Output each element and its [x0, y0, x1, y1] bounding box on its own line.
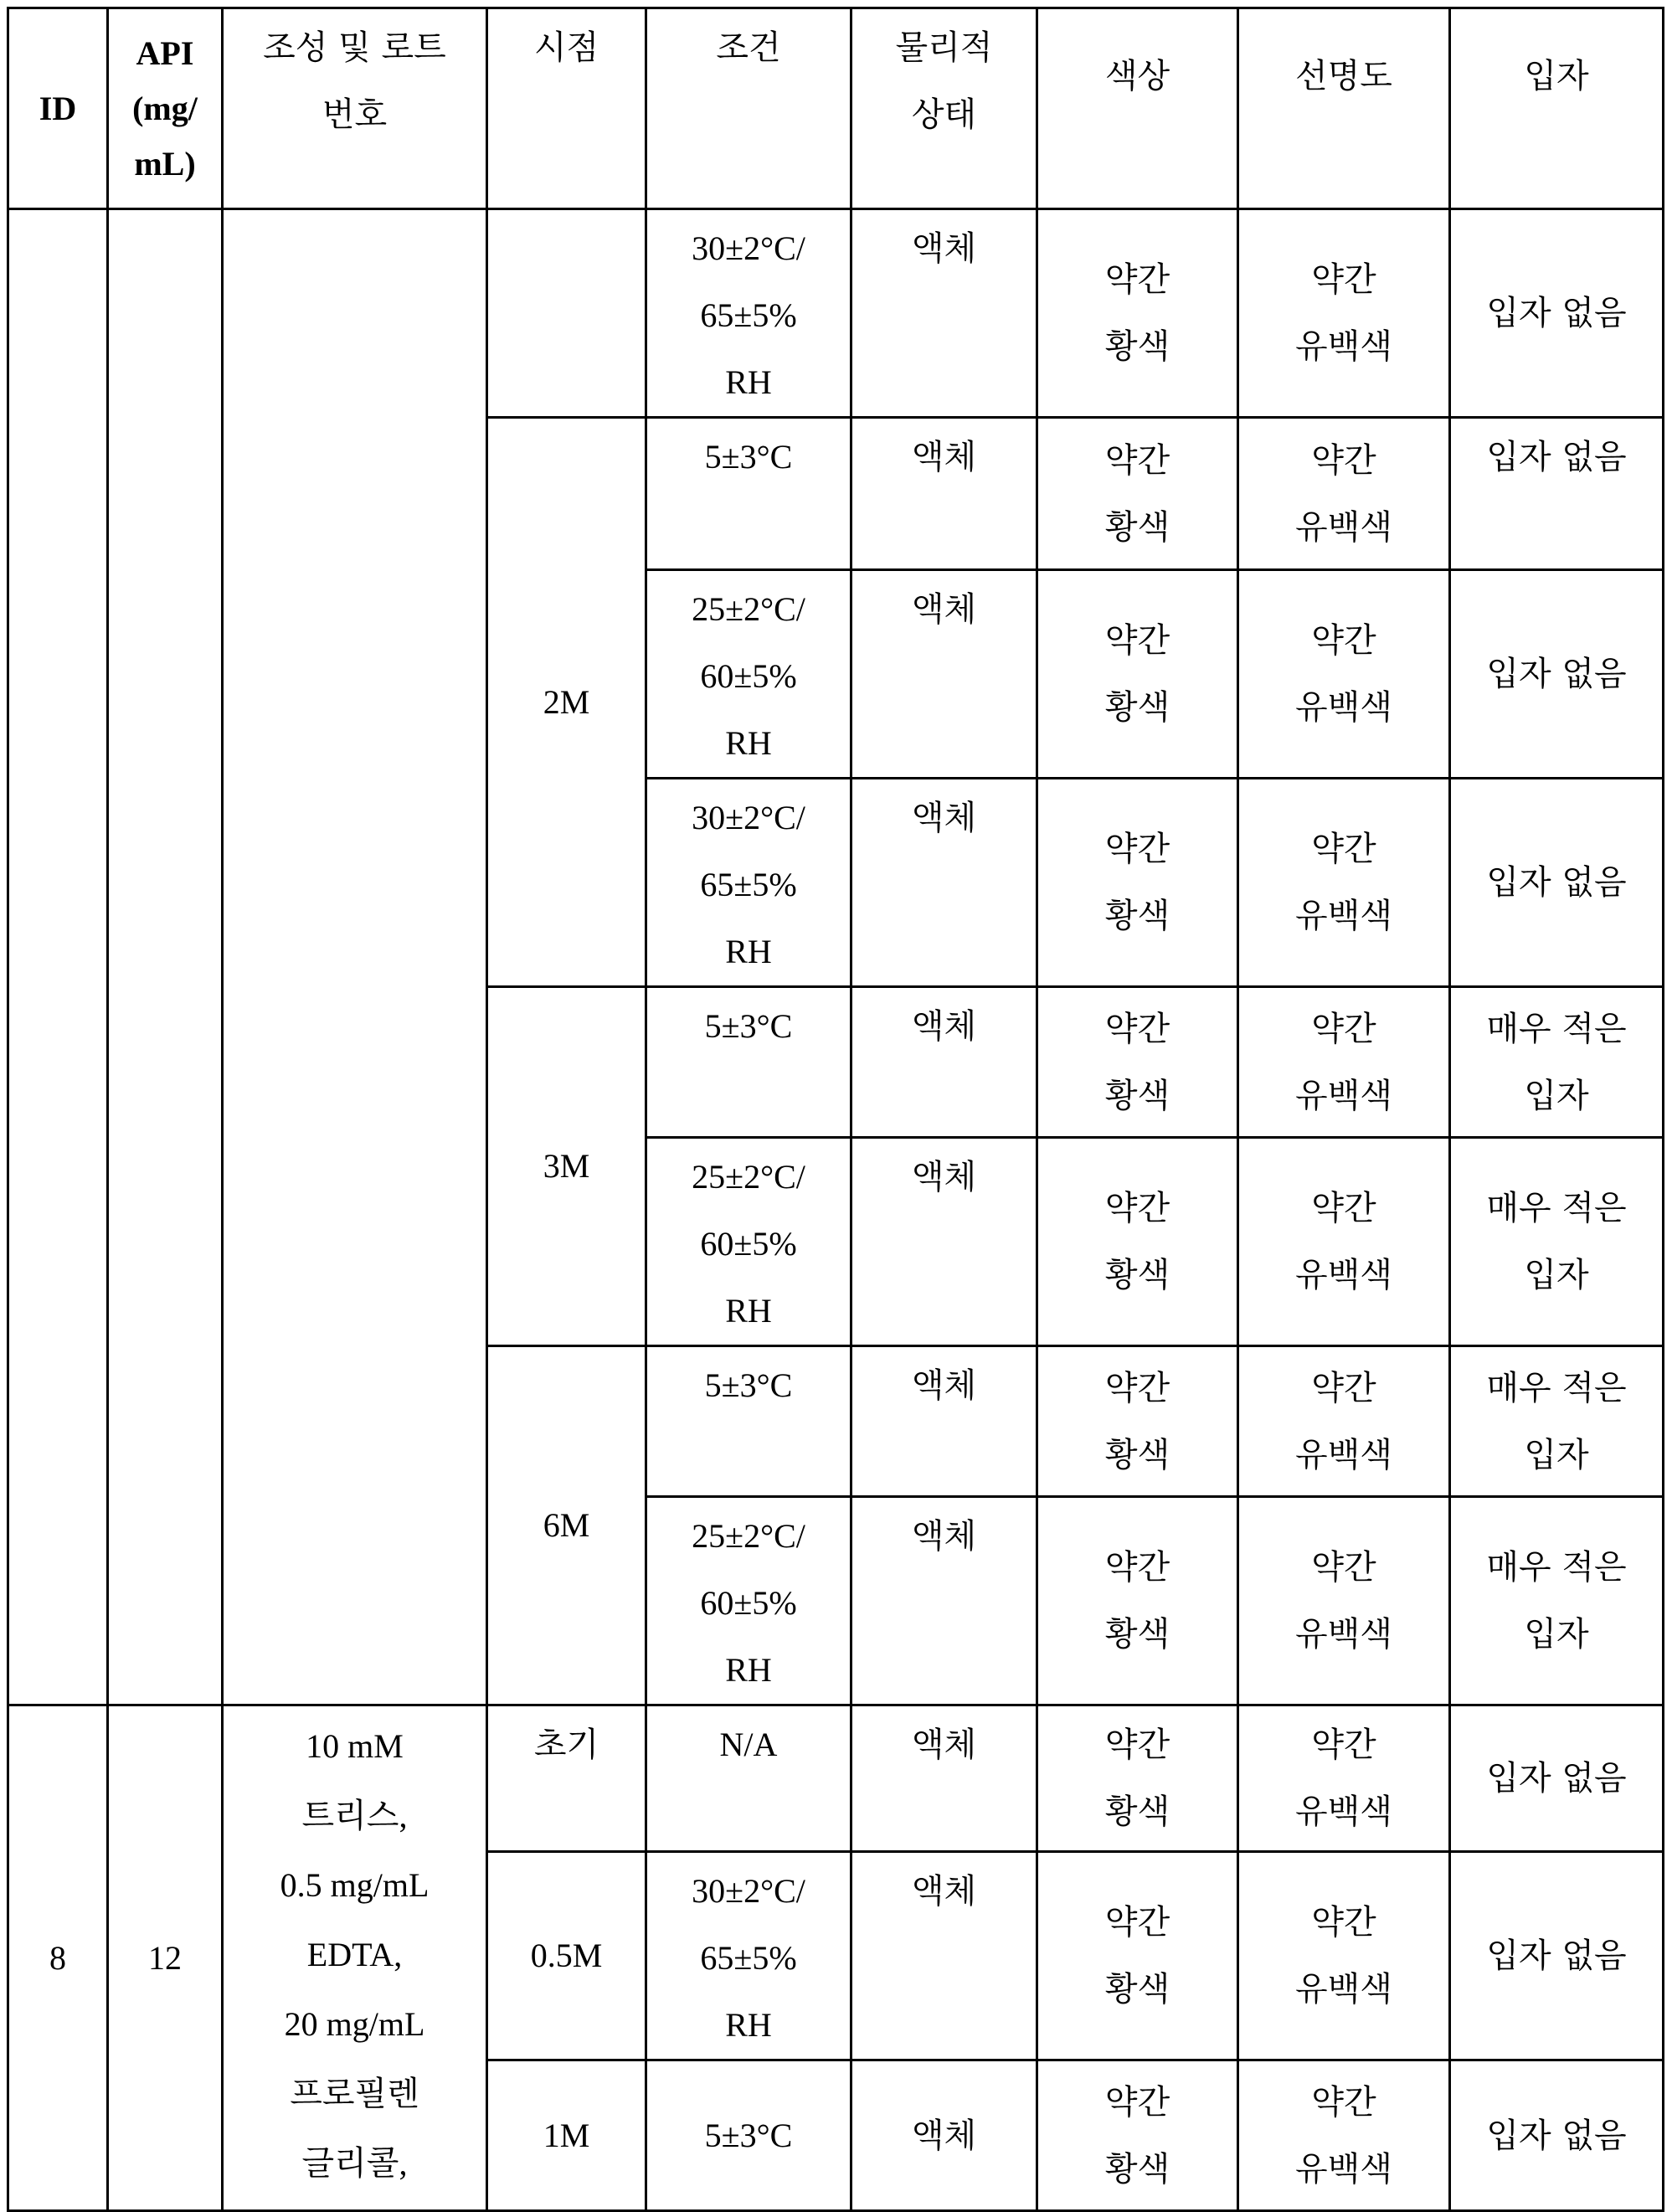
physical-state-cell: 액체	[851, 779, 1037, 987]
condition-cell: 5±3°C	[646, 1346, 851, 1497]
color-cell: 약간 황색	[1037, 779, 1238, 987]
clarity-cell: 약간 유백색	[1238, 1497, 1450, 1705]
timepoint-cell: 1M	[487, 2060, 646, 2211]
physical-state-cell: 액체	[851, 1497, 1037, 1705]
particles-cell: 입자 없음	[1450, 570, 1664, 779]
physical-state-cell: 액체	[851, 987, 1037, 1138]
clarity-cell: 약간 유백색	[1238, 1346, 1450, 1497]
condition-cell: 5±3°C	[646, 987, 851, 1138]
header-id: ID	[8, 8, 108, 209]
condition-cell: 25±2°C/ 60±5% RH	[646, 1497, 851, 1705]
clarity-cell: 약간 유백색	[1238, 779, 1450, 987]
clarity-cell: 약간 유백색	[1238, 1138, 1450, 1346]
color-cell: 약간 황색	[1037, 1138, 1238, 1346]
color-cell: 약간 황색	[1037, 1705, 1238, 1852]
particles-cell: 입자 없음	[1450, 779, 1664, 987]
physical-state-cell: 액체	[851, 209, 1037, 418]
color-cell: 약간 황색	[1037, 2060, 1238, 2211]
condition-cell: 30±2°C/ 65±5% RH	[646, 209, 851, 418]
condition-cell: 5±3°C	[646, 418, 851, 570]
timepoint-cell: 3M	[487, 987, 646, 1346]
particles-cell: 입자 없음	[1450, 418, 1664, 570]
clarity-cell: 약간 유백색	[1238, 570, 1450, 779]
clarity-cell: 약간 유백색	[1238, 418, 1450, 570]
timepoint-cell: 초기	[487, 1705, 646, 1852]
clarity-cell: 약간 유백색	[1238, 209, 1450, 418]
timepoint-cell: 6M	[487, 1346, 646, 1705]
physical-state-cell: 액체	[851, 1138, 1037, 1346]
id-cell: 8	[8, 1705, 108, 2211]
physical-state-cell: 액체	[851, 1346, 1037, 1497]
physical-state-cell: 액체	[851, 2060, 1037, 2211]
condition-cell: 5±3°C	[646, 2060, 851, 2211]
color-cell: 약간 황색	[1037, 1497, 1238, 1705]
header-color: 색상	[1037, 8, 1238, 209]
header-particles: 입자	[1450, 8, 1664, 209]
particles-cell: 매우 적은 입자	[1450, 987, 1664, 1138]
header-timepoint: 시점	[487, 8, 646, 209]
timepoint-cell: 2M	[487, 418, 646, 987]
particles-cell: 입자 없음	[1450, 1852, 1664, 2060]
api-cell	[108, 209, 223, 1705]
particles-cell: 매우 적은 입자	[1450, 1346, 1664, 1497]
header-physical-state: 물리적 상태	[851, 8, 1037, 209]
particles-cell: 매우 적은 입자	[1450, 1138, 1664, 1346]
color-cell: 약간 황색	[1037, 209, 1238, 418]
physical-state-cell: 액체	[851, 418, 1037, 570]
clarity-cell: 약간 유백색	[1238, 1852, 1450, 2060]
condition-cell: 30±2°C/ 65±5% RH	[646, 779, 851, 987]
color-cell: 약간 황색	[1037, 570, 1238, 779]
condition-cell: 25±2°C/ 60±5% RH	[646, 570, 851, 779]
particles-cell: 입자 없음	[1450, 209, 1664, 418]
api-cell: 12	[108, 1705, 223, 2211]
composition-cell: 10 mM 트리스, 0.5 mg/mL EDTA, 20 mg/mL 프로필렌 글리콜,	[223, 1705, 487, 2211]
id-cell	[8, 209, 108, 1705]
physical-state-cell: 액체	[851, 1705, 1037, 1852]
color-cell: 약간 황색	[1037, 418, 1238, 570]
color-cell: 약간 황색	[1037, 1346, 1238, 1497]
timepoint-cell: 0.5M	[487, 1852, 646, 2060]
physical-state-cell: 액체	[851, 1852, 1037, 2060]
composition-cell	[223, 209, 487, 1705]
particles-cell: 입자 없음	[1450, 1705, 1664, 1852]
stability-table	[7, 7, 1664, 2212]
header-composition: 조성 및 로트 번호	[223, 8, 487, 209]
particles-cell: 입자 없음	[1450, 2060, 1664, 2211]
table-row	[8, 209, 1664, 418]
header-clarity: 선명도	[1238, 8, 1450, 209]
condition-cell: 25±2°C/ 60±5% RH	[646, 1138, 851, 1346]
condition-cell: 30±2°C/ 65±5% RH	[646, 1852, 851, 2060]
clarity-cell: 약간 유백색	[1238, 1705, 1450, 1852]
color-cell: 약간 황색	[1037, 987, 1238, 1138]
table-row	[8, 1705, 1664, 1852]
clarity-cell: 약간 유백색	[1238, 2060, 1450, 2211]
physical-state-cell: 액체	[851, 570, 1037, 779]
header-condition: 조건	[646, 8, 851, 209]
particles-cell: 매우 적은 입자	[1450, 1497, 1664, 1705]
header-api: API (mg/ mL)	[108, 8, 223, 209]
color-cell: 약간 황색	[1037, 1852, 1238, 2060]
timepoint-cell	[487, 209, 646, 418]
header-row	[8, 8, 1664, 209]
condition-cell: N/A	[646, 1705, 851, 1852]
clarity-cell: 약간 유백색	[1238, 987, 1450, 1138]
